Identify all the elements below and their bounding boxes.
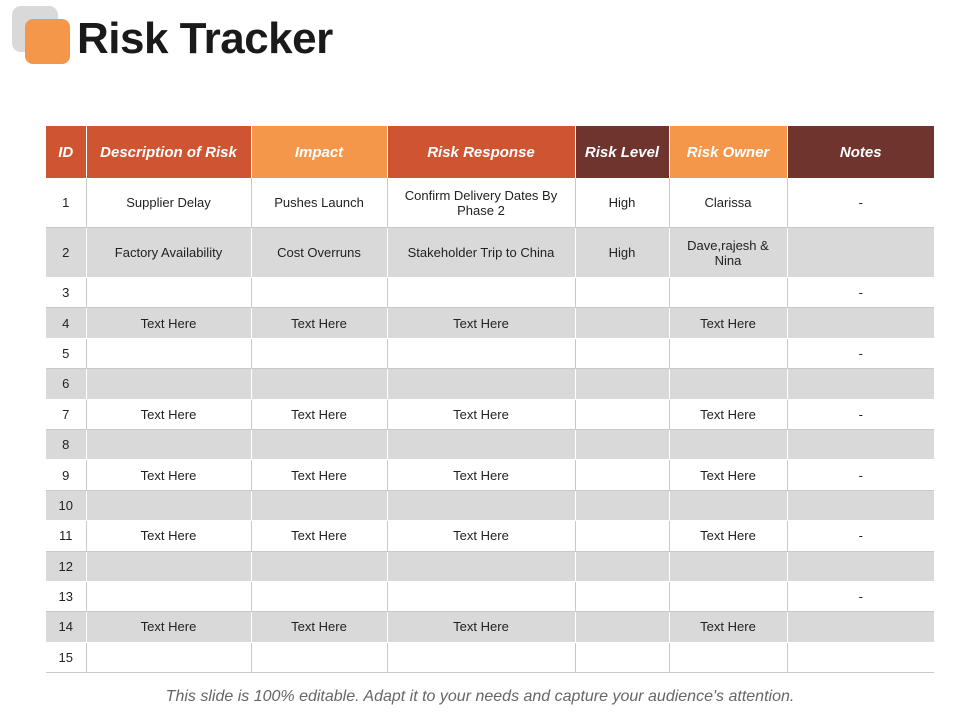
cell-impact: Text Here xyxy=(251,399,387,429)
table-row xyxy=(46,399,934,429)
cell-response xyxy=(387,278,575,308)
risk-table-container xyxy=(46,126,934,673)
cell-description: Text Here xyxy=(86,308,251,338)
cell-notes: - xyxy=(787,460,934,490)
cell-id: 14 xyxy=(46,612,86,642)
cell-id: 7 xyxy=(46,399,86,429)
cell-description xyxy=(86,551,251,581)
table-row xyxy=(46,178,934,228)
table-row xyxy=(46,642,934,672)
cell-description: Text Here xyxy=(86,521,251,551)
cell-notes: - xyxy=(787,338,934,368)
cell-description xyxy=(86,581,251,611)
cell-impact: Text Here xyxy=(251,460,387,490)
cell-owner xyxy=(669,278,787,308)
cell-impact: Text Here xyxy=(251,612,387,642)
table-header-row xyxy=(46,126,934,178)
cell-id: 13 xyxy=(46,581,86,611)
cell-response: Text Here xyxy=(387,399,575,429)
cell-owner xyxy=(669,338,787,368)
cell-owner: Dave,rajesh & Nina xyxy=(669,228,787,278)
cell-notes xyxy=(787,551,934,581)
cell-response xyxy=(387,338,575,368)
cell-id: 9 xyxy=(46,460,86,490)
cell-owner: Text Here xyxy=(669,521,787,551)
cell-description: Text Here xyxy=(86,399,251,429)
cell-level xyxy=(575,551,669,581)
cell-owner xyxy=(669,490,787,520)
table-body xyxy=(46,178,934,673)
cell-response xyxy=(387,642,575,672)
cell-impact xyxy=(251,490,387,520)
cell-owner: Text Here xyxy=(669,612,787,642)
cell-description: Supplier Delay xyxy=(86,178,251,228)
cell-level xyxy=(575,642,669,672)
cell-id: 1 xyxy=(46,178,86,228)
cell-owner xyxy=(669,581,787,611)
cell-notes: - xyxy=(787,178,934,228)
table-row xyxy=(46,551,934,581)
cell-notes xyxy=(787,642,934,672)
cell-notes: - xyxy=(787,581,934,611)
cell-id: 15 xyxy=(46,642,86,672)
cell-level xyxy=(575,399,669,429)
cell-id: 8 xyxy=(46,429,86,459)
cell-level xyxy=(575,369,669,399)
cell-impact: Cost Overruns xyxy=(251,228,387,278)
footer-note: This slide is 100% editable. Adapt it to your needs and capture your audience's attention. xyxy=(165,688,795,705)
cell-id: 11 xyxy=(46,521,86,551)
column-header-owner: Risk Owner xyxy=(669,126,787,178)
cell-response: Confirm Delivery Dates By Phase 2 xyxy=(387,178,575,228)
table-row xyxy=(46,460,934,490)
cell-description: Text Here xyxy=(86,612,251,642)
cell-level xyxy=(575,490,669,520)
cell-level xyxy=(575,338,669,368)
logo-front-square xyxy=(25,19,70,64)
cell-notes: - xyxy=(787,521,934,551)
cell-level xyxy=(575,521,669,551)
cell-id: 3 xyxy=(46,278,86,308)
cell-id: 6 xyxy=(46,369,86,399)
cell-notes xyxy=(787,612,934,642)
column-header-notes: Notes xyxy=(787,126,934,178)
table-row xyxy=(46,612,934,642)
table-row xyxy=(46,228,934,278)
cell-response xyxy=(387,369,575,399)
cell-level: High xyxy=(575,228,669,278)
risk-table xyxy=(46,126,934,673)
table-row xyxy=(46,308,934,338)
column-header-impact: Impact xyxy=(251,126,387,178)
cell-description xyxy=(86,429,251,459)
cell-notes xyxy=(787,369,934,399)
cell-notes: - xyxy=(787,278,934,308)
table-row xyxy=(46,338,934,368)
cell-notes: - xyxy=(787,399,934,429)
cell-id: 2 xyxy=(46,228,86,278)
cell-owner xyxy=(669,642,787,672)
cell-impact: Text Here xyxy=(251,308,387,338)
page-title: Risk Tracker xyxy=(77,14,333,63)
cell-impact xyxy=(251,429,387,459)
cell-id: 10 xyxy=(46,490,86,520)
table-row xyxy=(46,429,934,459)
cell-level xyxy=(575,612,669,642)
cell-impact xyxy=(251,338,387,368)
cell-response xyxy=(387,551,575,581)
cell-level xyxy=(575,429,669,459)
cell-response: Stakeholder Trip to China xyxy=(387,228,575,278)
cell-response xyxy=(387,581,575,611)
cell-description xyxy=(86,642,251,672)
cell-owner: Clarissa xyxy=(669,178,787,228)
table-row xyxy=(46,278,934,308)
cell-owner: Text Here xyxy=(669,308,787,338)
cell-level xyxy=(575,581,669,611)
cell-level xyxy=(575,308,669,338)
cell-response xyxy=(387,490,575,520)
cell-level: High xyxy=(575,178,669,228)
cell-id: 12 xyxy=(46,551,86,581)
cell-response: Text Here xyxy=(387,612,575,642)
cell-response: Text Here xyxy=(387,460,575,490)
cell-id: 5 xyxy=(46,338,86,368)
cell-notes xyxy=(787,308,934,338)
cell-owner xyxy=(669,429,787,459)
cell-response: Text Here xyxy=(387,521,575,551)
cell-description xyxy=(86,338,251,368)
table-row xyxy=(46,581,934,611)
column-header-id: ID xyxy=(46,126,86,178)
column-header-response: Risk Response xyxy=(387,126,575,178)
cell-description xyxy=(86,490,251,520)
cell-impact: Text Here xyxy=(251,521,387,551)
cell-owner: Text Here xyxy=(669,399,787,429)
cell-description: Text Here xyxy=(86,460,251,490)
cell-impact xyxy=(251,278,387,308)
cell-impact xyxy=(251,369,387,399)
column-header-description: Description of Risk xyxy=(86,126,251,178)
cell-description xyxy=(86,369,251,399)
cell-impact xyxy=(251,551,387,581)
cell-description xyxy=(86,278,251,308)
cell-notes xyxy=(787,228,934,278)
cell-owner: Text Here xyxy=(669,460,787,490)
cell-level xyxy=(575,278,669,308)
table-row xyxy=(46,521,934,551)
cell-response xyxy=(387,429,575,459)
cell-notes xyxy=(787,429,934,459)
cell-owner xyxy=(669,369,787,399)
cell-response: Text Here xyxy=(387,308,575,338)
cell-impact xyxy=(251,581,387,611)
cell-level xyxy=(575,460,669,490)
cell-id: 4 xyxy=(46,308,86,338)
cell-impact: Pushes Launch xyxy=(251,178,387,228)
column-header-level: Risk Level xyxy=(575,126,669,178)
table-row xyxy=(46,369,934,399)
cell-description: Factory Availability xyxy=(86,228,251,278)
cell-owner xyxy=(669,551,787,581)
cell-impact xyxy=(251,642,387,672)
table-row xyxy=(46,490,934,520)
cell-notes xyxy=(787,490,934,520)
